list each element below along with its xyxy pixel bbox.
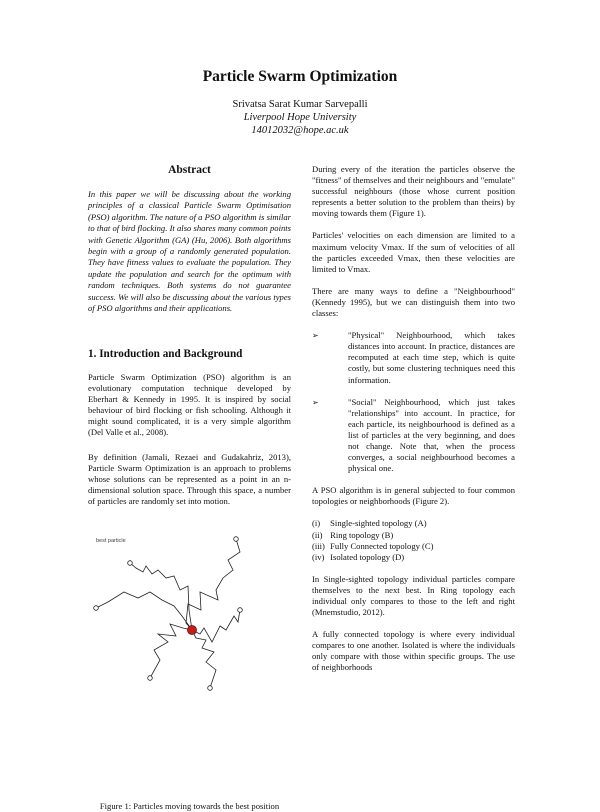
right-column: [312, 164, 515, 685]
list-item-text: "Physical" Neighbourhood, which takes distances into account. In practice, distances are recomputed at each time step, which is quite costly, but some clustering techniques need this information.: [348, 330, 515, 385]
neighbourhood-list: [312, 330, 515, 474]
list-number: (ii): [312, 529, 323, 540]
list-item: [312, 552, 515, 563]
intro-paragraph-1: Particle Swarm Optimization (PSO) algorithm is an evolutionary computation technique developed by Eberhart & Kennedy in 1995. It is inspired by social behaviour of bird flocking or fish schooling. Although it might sound complicated, it is a very simple algorithm (Del Valle et al., 2008).: [88, 372, 291, 438]
trajectory-3: [96, 592, 192, 630]
particle-start-6: [238, 608, 243, 613]
right-paragraph-5: In Single-sighted topology individual particles compare themselves to the next best. In Ring topology each individual only compares to those to the left and right (Mnemstudio, 2012).: [312, 573, 515, 618]
topology-list: [312, 518, 515, 562]
author-institution: Liverpool Hope University: [243, 112, 357, 123]
trajectory-5: [192, 630, 216, 688]
list-item: [312, 397, 515, 475]
figure-particles: [88, 530, 291, 700]
right-paragraph-6: A fully connected topology is where every individual compares to one another. Isolated is where the individuals only compare with those within specific groups. The use of neighborhoods: [312, 629, 515, 673]
trajectory-2: [130, 563, 192, 630]
right-paragraph-3: There are many ways to define a "Neighbourhood" (Kennedy 1995), but we can distinguish them into two classes:: [312, 285, 515, 319]
list-item: [312, 530, 515, 541]
list-item: [312, 541, 515, 552]
best-particle: [188, 626, 197, 635]
arrow-bullet-icon: ➢: [312, 397, 319, 407]
list-number: (iii): [312, 540, 325, 551]
abstract-heading: Abstract: [168, 164, 211, 176]
list-number: (i): [312, 518, 321, 529]
abstract-text: In this paper we will be discussing about the working principles of a classical Particle Swarm Optimisation (PSO) algorithm. The nature of a PSO algorithm is similar to that of bird flocking. It also shares many common points with Genetic Algorithm (GA) (Hu, 2006). Both algorithms begin with a group of a randomly generated population. They have fitness values to evaluate the population. They update the population and search for the optimum with random techniques. Both systems do not guarantee success. We will also be discussing about the various types of PSO algorithms and their applications.: [88, 189, 291, 314]
list-item-text: Single-sighted topology (A): [330, 518, 427, 529]
particle-start-4: [148, 676, 153, 681]
intro-paragraph-2: By definition (Jamali, Rezaei and Gudakahriz, 2013), Particle Swarm Optimization is an approach to problems whose solutions can be represented as a point in an n-dimensional solution space. Through this space, a number of particles are randomly set into motion.: [88, 452, 291, 507]
particle-start-5: [208, 686, 213, 691]
particle-start-1: [234, 537, 239, 542]
author-name: Srivatsa Sarat Kumar Sarvepalli: [232, 99, 368, 110]
right-paragraph-2: Particles' velocities on each dimension are limited to a maximum velocity Vmax. If the sum of velocities of all the particles exceeded Vmax, then these velocities are limited to Vmax.: [312, 230, 515, 274]
figure-label: best particle: [96, 538, 126, 544]
list-item: [312, 518, 515, 529]
trajectory-4: [150, 624, 192, 678]
trajectory-1: [186, 539, 240, 630]
figure-caption: Figure 1: Particles moving towards the best position: [99, 801, 280, 811]
arrow-bullet-icon: ➢: [312, 331, 319, 341]
list-number: (iv): [312, 551, 325, 562]
list-item-text: "Social" Neighbourhood, which just takes "relationships" into account. In practice, for each particle, its neighbourhood is defined as a list of particles at the very beginning, and does not change. Note that, when the process converges, a social neighbourhood becomes a physical one.: [348, 396, 515, 474]
trajectory-6: [192, 610, 240, 642]
author-email: 14012032@hope.ac.uk: [251, 125, 349, 136]
section-heading: 1. Introduction and Background: [88, 348, 243, 360]
left-column: [88, 164, 291, 811]
list-item-text: Fully Connected topology (C): [330, 540, 434, 551]
list-item-text: Ring topology (B): [330, 529, 394, 540]
right-paragraph-1: During every of the iteration the particles observe the "fitness" of themselves and their neighbours and "emulate" successful neighbours (those whose current position represents a better solution to the problem than theirs) by moving towards them (Figure 1).: [312, 164, 515, 219]
list-item: [312, 330, 515, 385]
right-paragraph-4: A PSO algorithm is in general subjected to four common topologies or neighborhoods (Figure 2).: [312, 485, 515, 507]
particle-start-2: [128, 561, 133, 566]
particle-start-3: [94, 606, 99, 611]
list-item-text: Isolated topology (D): [330, 551, 405, 562]
paper-title: Particle Swarm Optimization: [202, 68, 398, 85]
particle-trajectories-diagram: [88, 530, 288, 700]
